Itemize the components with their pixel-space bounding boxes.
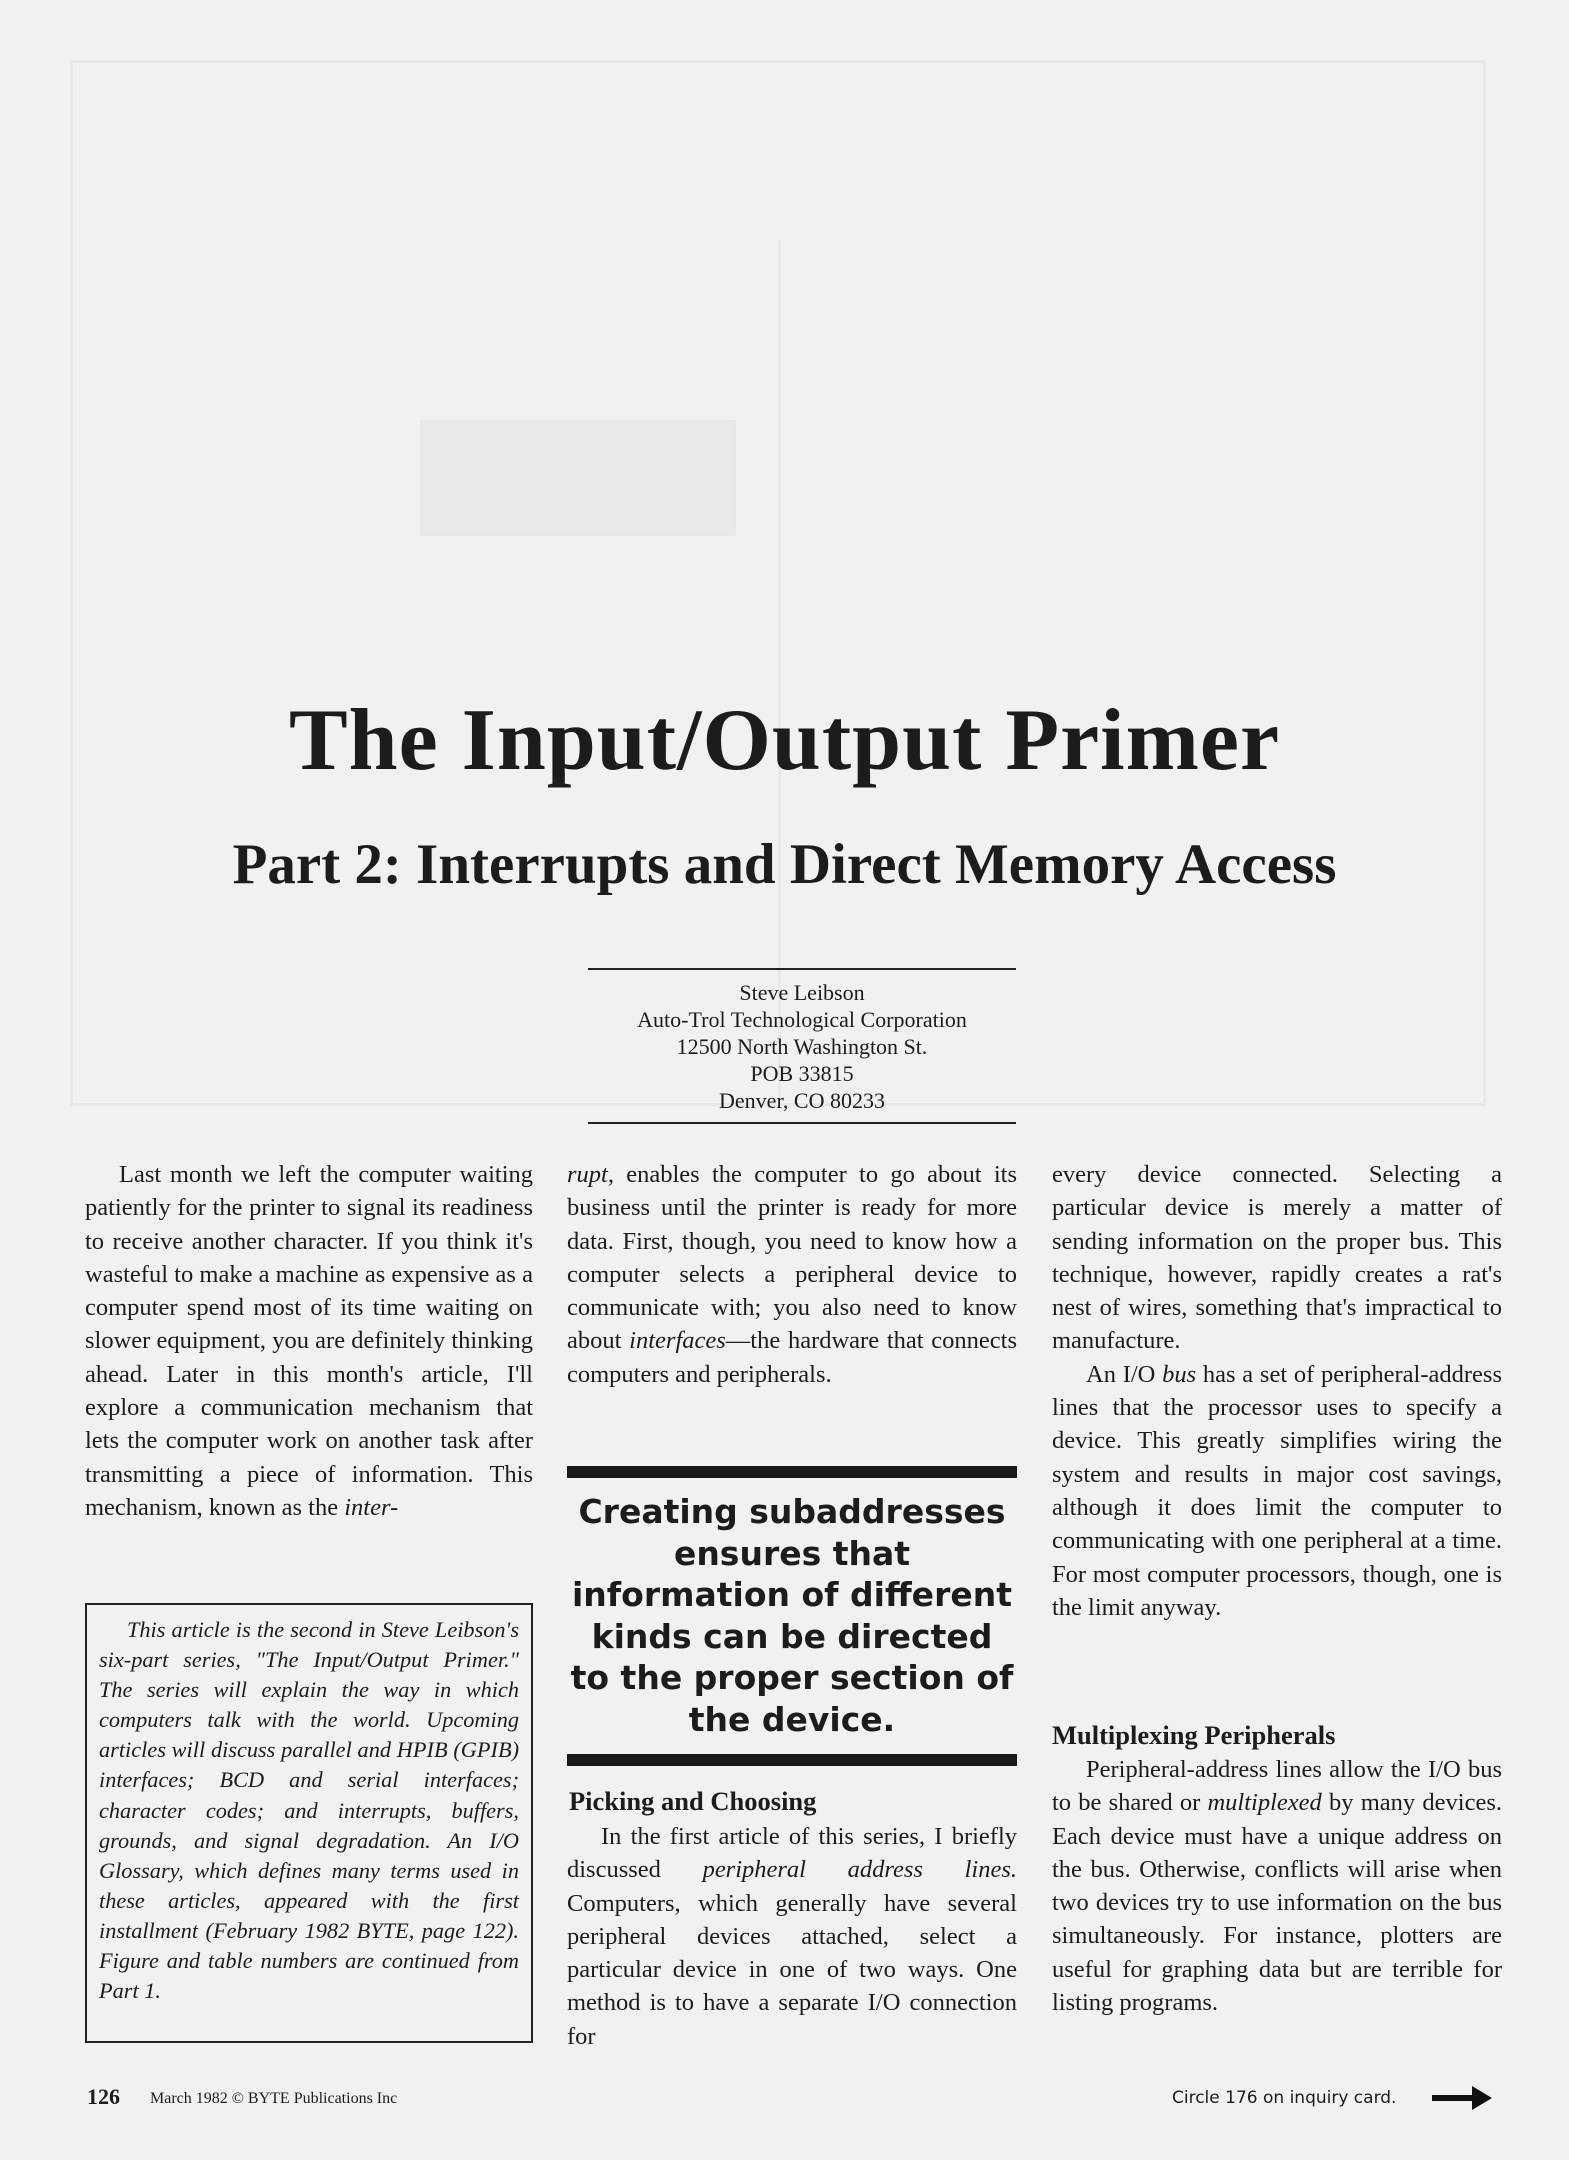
body-paragraph: [1052, 1358, 1502, 1624]
emphasis-text: bus: [1162, 1360, 1197, 1388]
body-paragraph: [567, 1820, 1017, 2053]
article-subtitle: Part 2: Interrupts and Direct Memory Access: [232, 833, 1337, 896]
text-run: —the hardware that connects computers and peripherals.: [567, 1327, 1017, 1388]
series-sidebar-box: [85, 1603, 533, 2043]
body-paragraph: [85, 1158, 533, 1524]
text-run: enables the computer to go about its business until the printer is ready for more data. First, though, you need to know how a computer selects a peripheral device to communicate with; you also need to know about: [567, 1161, 1017, 1355]
author-street: 12500 North Washington St.: [676, 1034, 928, 1059]
text-run: An I/O: [1086, 1360, 1163, 1388]
text-run: Computers, which generally have several peripheral devices attached, select a particular device in one of two ways. One method is to have a separate I/O connection for: [567, 1889, 1017, 2050]
column-2: [567, 1158, 1017, 1391]
article-title: The Input/Output Primer: [288, 692, 1281, 789]
publication-credit: March 1982 © BYTE Publications Inc: [150, 2090, 398, 2107]
right-arrow-icon: [1432, 2086, 1492, 2110]
bleed-through-frame: [70, 60, 1486, 1106]
author-company: Auto-Trol Technological Corporation: [637, 1007, 967, 1032]
emphasis-text: rupt,: [567, 1161, 614, 1188]
pull-quote-rule-bottom: [567, 1754, 1017, 1766]
column-2-lower: [567, 1820, 1017, 2053]
emphasis-text: interfaces: [629, 1327, 726, 1355]
author-name: Steve Leibson: [739, 980, 865, 1005]
pull-quote-text: Creating subaddresses ensures that information of different kinds can be directed to the proper section of the device.: [570, 1492, 1014, 1739]
emphasis-text: peripheral address lines.: [702, 1856, 1017, 1884]
text-run: has a set of peripheral-address lines that the processor uses to specify a device. This greatly simplifies wiring the system and results in major cost savings, although it does limit the computer to communicating with one peripheral at a time. For most computer processors, though, one is the limit anyway.: [1052, 1360, 1502, 1621]
sidebar-text: This article is the second in Steve Leibson's six-part series, "The Input/Output Primer." The series will explain the way in which computers talk with the world. Upcoming articles will discuss parallel and HPIB (GPIB) interfaces; BCD and serial interfaces; character codes; and interrupts, buffers, grounds, and signal degradation. An I/O Glossary, which defines many terms used in these articles, appeared with the first installment (February 1982 BYTE, page 122). Figure and table numbers are continued from Part 1.: [99, 1617, 519, 2004]
text-run: Last month we left the computer waiting patiently for the printer to signal its readiness to receive another character. If you think it's wasteful to make a machine as expensive as a computer spend most of its time waiting on slower equipment, you are definitely thinking ahead. Later in this month's article, I'll explore a communication mechanism that lets the computer work on another task after transmitting a piece of information. This mechanism, known as the: [85, 1161, 533, 1521]
author-byline: [588, 968, 1016, 1124]
page-number: 126: [87, 2084, 120, 2109]
bleed-through-block: [420, 420, 736, 536]
section-heading-picking: Picking and Choosing: [569, 1786, 817, 1816]
column-3: [1052, 1158, 1502, 1624]
body-paragraph: [567, 1158, 1017, 1391]
column-1: [85, 1158, 533, 1524]
column-3-lower: [1052, 1753, 1502, 2019]
emphasis-text: multiplexed: [1207, 1789, 1322, 1817]
body-paragraph: every device connected. Selecting a particular device is merely a matter of sending information on the proper bus. This technique, however, rapidly creates a rat's nest of wires, something that's impractical to manufacture.: [1052, 1161, 1502, 1355]
body-paragraph: [1052, 1753, 1502, 2019]
emphasis-text: inter-: [344, 1493, 399, 1521]
text-run: Peripheral-address lines allow the I/O bus to be shared or: [1052, 1756, 1502, 1817]
section-heading-multiplexing: Multiplexing Peripherals: [1052, 1720, 1336, 1750]
pull-quote-rule-top: [567, 1466, 1017, 1478]
text-run: by many devices. Each device must have a unique address on the bus. Otherwise, conflicts will arise when two devices try to use information on the bus simultaneously. For instance, plotters are useful for graphing data but are terrible for listing programs.: [1052, 1789, 1502, 2017]
author-city: Denver, CO 80233: [719, 1088, 885, 1113]
text-run: In the first article of this series, I briefly discussed: [567, 1823, 1017, 1884]
inquiry-note: Circle 176 on inquiry card.: [1172, 2088, 1397, 2108]
pull-quote: [567, 1466, 1017, 1766]
author-pob: POB 33815: [750, 1061, 854, 1086]
